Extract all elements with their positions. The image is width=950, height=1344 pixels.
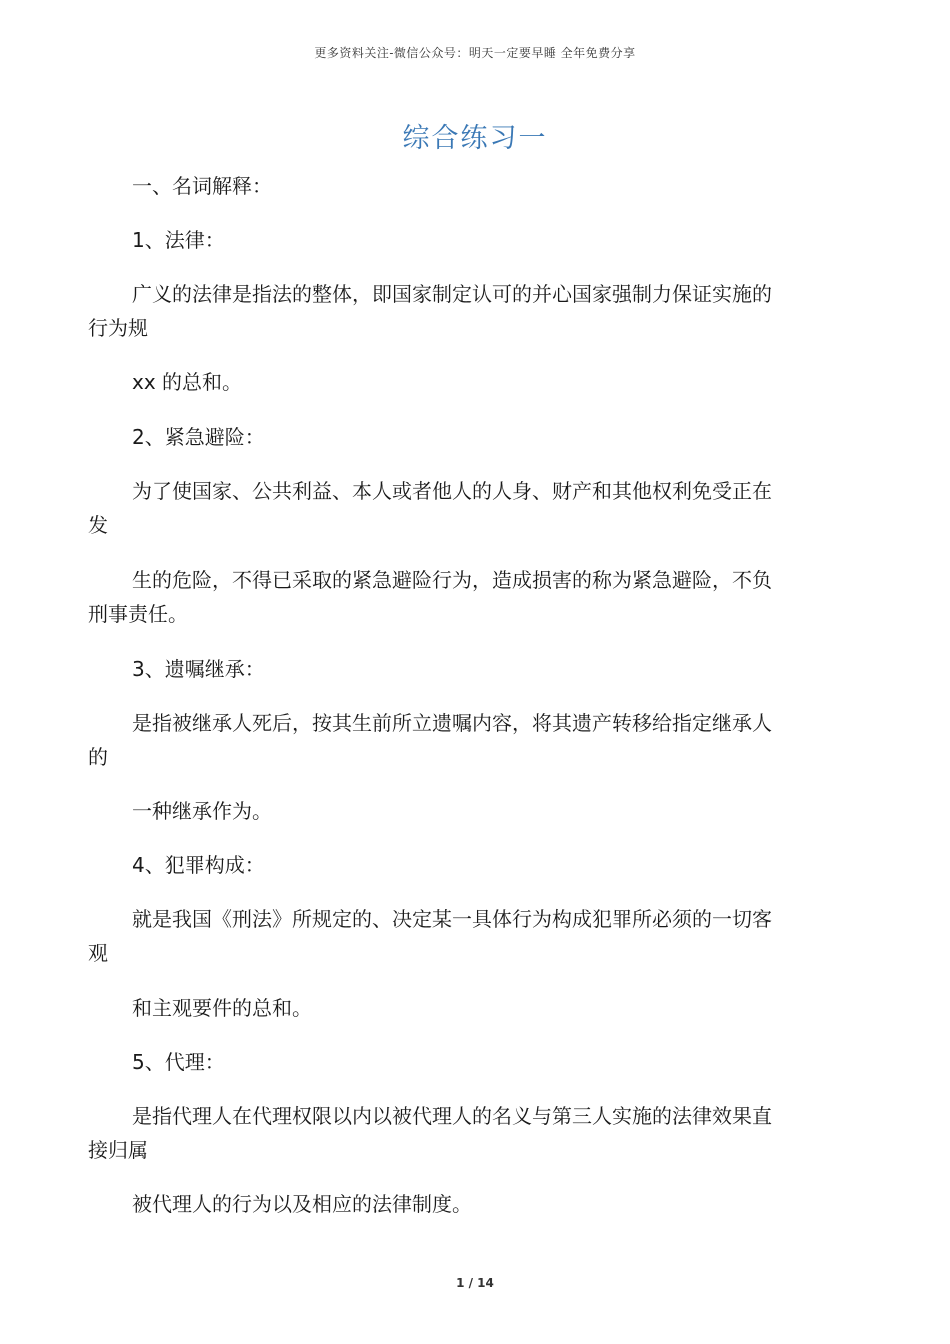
term-heading: 3、遗嘱继承：	[132, 657, 265, 681]
paragraph-line: 是指被继承人死后，按其生前所立遗嘱内容，将其遗产转移给指定继承人	[132, 711, 772, 735]
term-heading: 1、法律：	[132, 228, 225, 252]
paragraph-line: 广义的法律是指法的整体，即国家制定认可的并心国家强制力保证实施的	[132, 282, 772, 306]
term-heading: 2、紧急避险：	[132, 425, 265, 449]
paragraph-line: 生的危险，不得已采取的紧急避险行为，造成损害的称为紧急避险，不负	[132, 568, 772, 592]
paragraph-line: 被代理人的行为以及相应的法律制度。	[132, 1192, 472, 1216]
paragraph-line: 一种继承作为。	[132, 799, 272, 823]
section-heading: 一、名词解释：	[132, 174, 272, 198]
paragraph-line: 为了使国家、公共利益、本人或者他人的人身、财产和其他权利免受正在	[132, 479, 772, 503]
term-heading: 4、犯罪构成：	[132, 853, 265, 877]
paragraph-line: 观	[88, 941, 108, 965]
paragraph-line: xx 的总和。	[132, 370, 243, 394]
paragraph-line: 行为规	[88, 316, 148, 340]
paragraph-line: 接归属	[88, 1138, 148, 1162]
paragraph-line: 的	[88, 745, 108, 769]
term-heading: 5、代理：	[132, 1050, 225, 1074]
page-indicator: 1 / 14	[456, 1276, 494, 1290]
paragraph-line: 发	[88, 513, 108, 537]
header-note: 更多资料关注-微信公众号：明天一定要早睡 全年免费分享	[314, 46, 636, 60]
paragraph-line: 刑事责任。	[88, 602, 188, 626]
paragraph-line: 就是我国《刑法》所规定的、决定某一具体行为构成犯罪所必须的一切客	[132, 907, 772, 931]
paragraph-line: 和主观要件的总和。	[132, 996, 312, 1020]
document-title: 综合练习一	[402, 123, 548, 154]
paragraph-line: 是指代理人在代理权限以内以被代理人的名义与第三人实施的法律效果直	[132, 1104, 772, 1128]
